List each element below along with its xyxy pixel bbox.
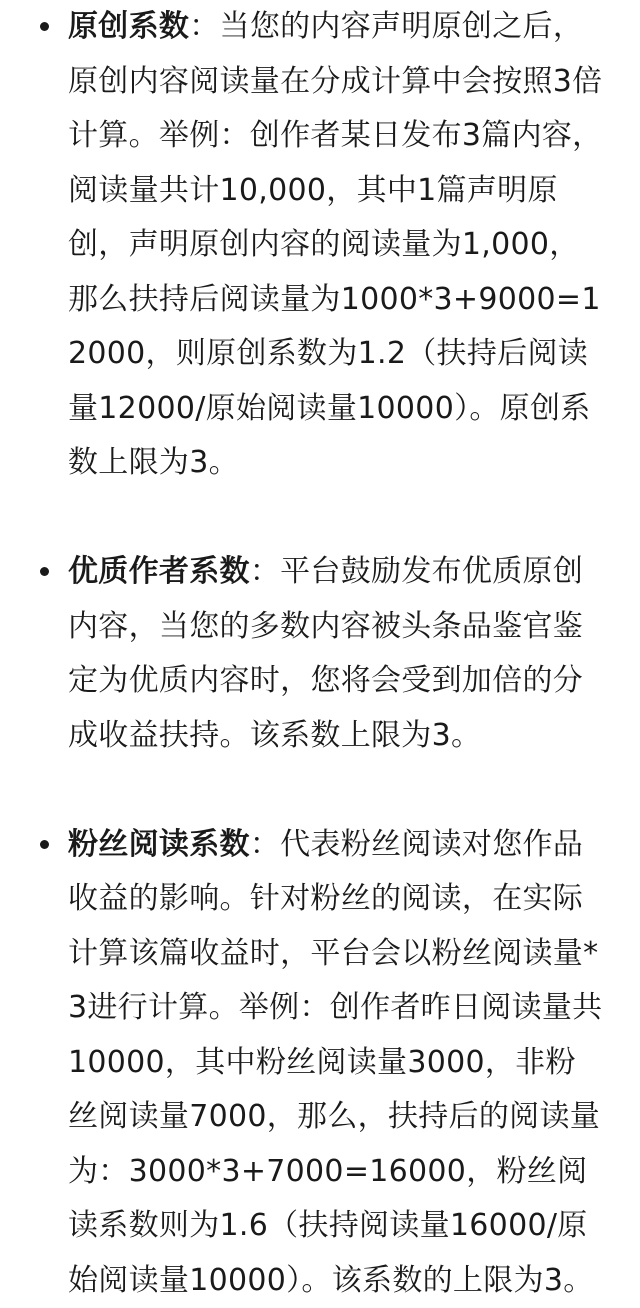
bullet-icon	[40, 22, 49, 31]
term-fan-read-coefficient: 粉丝阅读系数	[68, 827, 250, 862]
list-item-fan-read-coefficient	[0, 818, 606, 1308]
term-quality-author-coefficient: 优质作者系数	[68, 554, 250, 589]
paragraph	[68, 0, 606, 491]
description: 当您的内容声明原创之后，原创内容阅读量在分成计算中会按照3倍计算。举例：创作者某日发布3篇内容，阅读量共计10,000，其中1篇声明原创，声明原创内容的阅读量为1,000，那么扶持后阅读量为1000*3+9000=12000，则原创系数为1.2（扶持后阅读量12000/原始阅读量10000）。原创系数上限为3。	[68, 9, 603, 480]
list-item-original-coefficient	[0, 0, 606, 491]
description: 平台鼓励发布优质原创内容，当您的多数内容被头条品鉴官鉴定为优质内容时，您将会受到加倍的分成收益扶持。该系数上限为3。	[68, 554, 583, 753]
list-item-quality-author-coefficient	[0, 545, 606, 763]
colon: ：	[250, 554, 280, 589]
bullet-icon	[40, 840, 49, 849]
description: 代表粉丝阅读对您作品收益的影响。针对粉丝的阅读，在实际计算该篇收益时，平台会以粉丝阅读量*3进行计算。举例：创作者昨日阅读量共10000，其中粉丝阅读量3000，非粉丝阅读量7000，那么，扶持后的阅读量为：3000*3+7000=16000，粉丝阅读系数则为1.6（扶持阅读量16000/原始阅读量10000）。该系数的上限为3。	[68, 827, 603, 1298]
colon: ：	[189, 9, 219, 44]
term-original-coefficient: 原创系数	[68, 9, 189, 44]
paragraph	[68, 545, 606, 763]
colon: ：	[250, 827, 280, 862]
bullet-icon	[40, 567, 49, 576]
paragraph	[68, 818, 606, 1308]
